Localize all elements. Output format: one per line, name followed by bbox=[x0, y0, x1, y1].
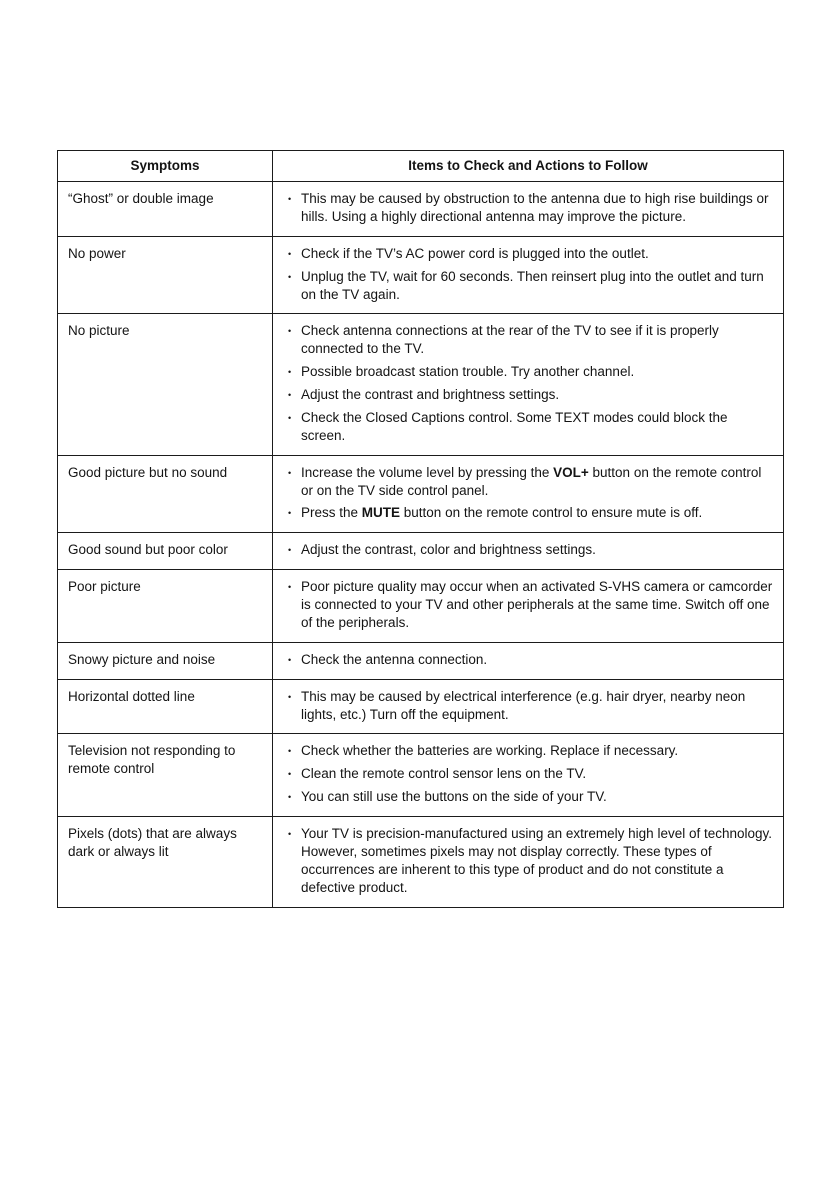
table-row bbox=[58, 734, 784, 817]
action-item bbox=[288, 688, 773, 724]
action-text: This may be caused by electrical interference (e.g. hair dryer, nearby neon lights, etc.) Turn off the equipment. bbox=[301, 688, 746, 722]
table-row bbox=[58, 182, 784, 237]
actions-cell bbox=[273, 236, 784, 314]
table-row bbox=[58, 533, 784, 570]
action-item bbox=[288, 578, 773, 631]
action-text: Adjust the contrast and brightness settings. bbox=[301, 387, 560, 403]
bullet-icon: • bbox=[288, 467, 292, 478]
bullet-icon: • bbox=[288, 326, 292, 337]
symptom-cell: Horizontal dotted line bbox=[58, 679, 273, 734]
bullet-icon: • bbox=[288, 508, 292, 519]
bullet-icon: • bbox=[288, 582, 292, 593]
actions-column-header: Items to Check and Actions to Follow bbox=[273, 151, 784, 182]
action-item bbox=[288, 742, 773, 760]
bullet-icon: • bbox=[288, 654, 292, 665]
bullet-icon: • bbox=[288, 390, 292, 401]
symptom-cell: Good sound but poor color bbox=[58, 533, 273, 570]
action-text: Adjust the contrast, color and brightness settings. bbox=[301, 542, 596, 558]
bullet-icon: • bbox=[288, 746, 292, 757]
action-text: Possible broadcast station trouble. Try another channel. bbox=[301, 364, 635, 380]
bullet-icon: • bbox=[288, 769, 292, 780]
actions-cell bbox=[273, 533, 784, 570]
symptom-cell: Good picture but no sound bbox=[58, 455, 273, 533]
action-text: Increase the volume level by pressing the VOL+ button on the remote control or on the TV side control panel. bbox=[301, 464, 762, 498]
action-text: Check the Closed Captions control. Some TEXT modes could block the screen. bbox=[301, 410, 728, 443]
action-item bbox=[288, 651, 773, 669]
bullet-icon: • bbox=[288, 271, 292, 282]
actions-cell bbox=[273, 679, 784, 734]
action-item bbox=[288, 541, 773, 559]
action-text: Check antenna connections at the rear of the TV to see if it is properly connected to the TV. bbox=[301, 323, 719, 357]
action-item bbox=[288, 386, 773, 404]
action-item bbox=[288, 363, 773, 381]
table-row bbox=[58, 679, 784, 734]
action-item bbox=[288, 409, 773, 445]
action-text: Unplug the TV, wait for 60 seconds. Then reinsert plug into the outlet and turn on the TV again. bbox=[301, 268, 764, 302]
action-item bbox=[288, 322, 773, 358]
bullet-icon: • bbox=[288, 545, 292, 556]
action-text: Press the MUTE button on the remote control to ensure mute is off. bbox=[301, 505, 703, 521]
action-text: Check whether the batteries are working. Replace if necessary. bbox=[301, 743, 679, 759]
bullet-icon: • bbox=[288, 691, 292, 702]
table-body bbox=[58, 182, 784, 907]
actions-cell bbox=[273, 314, 784, 455]
action-text: Clean the remote control sensor lens on the TV. bbox=[301, 766, 587, 782]
actions-cell bbox=[273, 182, 784, 237]
action-item bbox=[288, 504, 773, 522]
action-text: Poor picture quality may occur when an activated S-VHS camera or camcorder is connected to your TV and other peripherals at the same time. Switch off one of the peripherals. bbox=[301, 579, 773, 630]
action-item bbox=[288, 190, 773, 226]
symptom-cell: Television not responding to remote control bbox=[58, 734, 273, 817]
bullet-icon: • bbox=[288, 367, 292, 378]
actions-cell bbox=[273, 455, 784, 533]
bullet-icon: • bbox=[288, 413, 292, 424]
action-item bbox=[288, 825, 773, 896]
header-row bbox=[58, 151, 784, 182]
bullet-icon: • bbox=[288, 248, 292, 259]
bullet-icon: • bbox=[288, 792, 292, 803]
table-row bbox=[58, 236, 784, 314]
symptom-cell: No power bbox=[58, 236, 273, 314]
symptom-cell: No picture bbox=[58, 314, 273, 455]
actions-cell bbox=[273, 734, 784, 817]
action-item bbox=[288, 765, 773, 783]
symptom-cell: Pixels (dots) that are always dark or always lit bbox=[58, 817, 273, 907]
action-item bbox=[288, 245, 773, 263]
action-text: Your TV is precision-manufactured using an extremely high level of technology. However, sometimes pixels may not display correctly. These types of occurrences are inherent to this type of product and do not constitute a defective product. bbox=[301, 826, 773, 895]
troubleshooting-table bbox=[57, 150, 784, 908]
action-text: You can still use the buttons on the side of your TV. bbox=[301, 789, 607, 805]
table-row bbox=[58, 570, 784, 642]
action-item bbox=[288, 788, 773, 806]
table-row bbox=[58, 455, 784, 533]
table-row bbox=[58, 314, 784, 455]
symptoms-column-header: Symptoms bbox=[58, 151, 273, 182]
table-row bbox=[58, 642, 784, 679]
actions-cell bbox=[273, 642, 784, 679]
action-text: This may be caused by obstruction to the antenna due to high rise buildings or hills. Using a highly directional antenna may improve the picture. bbox=[301, 191, 769, 224]
actions-cell bbox=[273, 570, 784, 642]
action-item bbox=[288, 464, 773, 500]
bullet-icon: • bbox=[288, 194, 292, 205]
bullet-icon: • bbox=[288, 829, 292, 840]
symptom-cell: “Ghost” or double image bbox=[58, 182, 273, 237]
action-text: Check the antenna connection. bbox=[301, 651, 488, 667]
table-row bbox=[58, 817, 784, 907]
symptom-cell: Poor picture bbox=[58, 570, 273, 642]
action-item bbox=[288, 268, 773, 304]
action-text: Check if the TV’s AC power cord is plugged into the outlet. bbox=[301, 245, 649, 261]
actions-cell bbox=[273, 817, 784, 907]
symptom-cell: Snowy picture and noise bbox=[58, 642, 273, 679]
